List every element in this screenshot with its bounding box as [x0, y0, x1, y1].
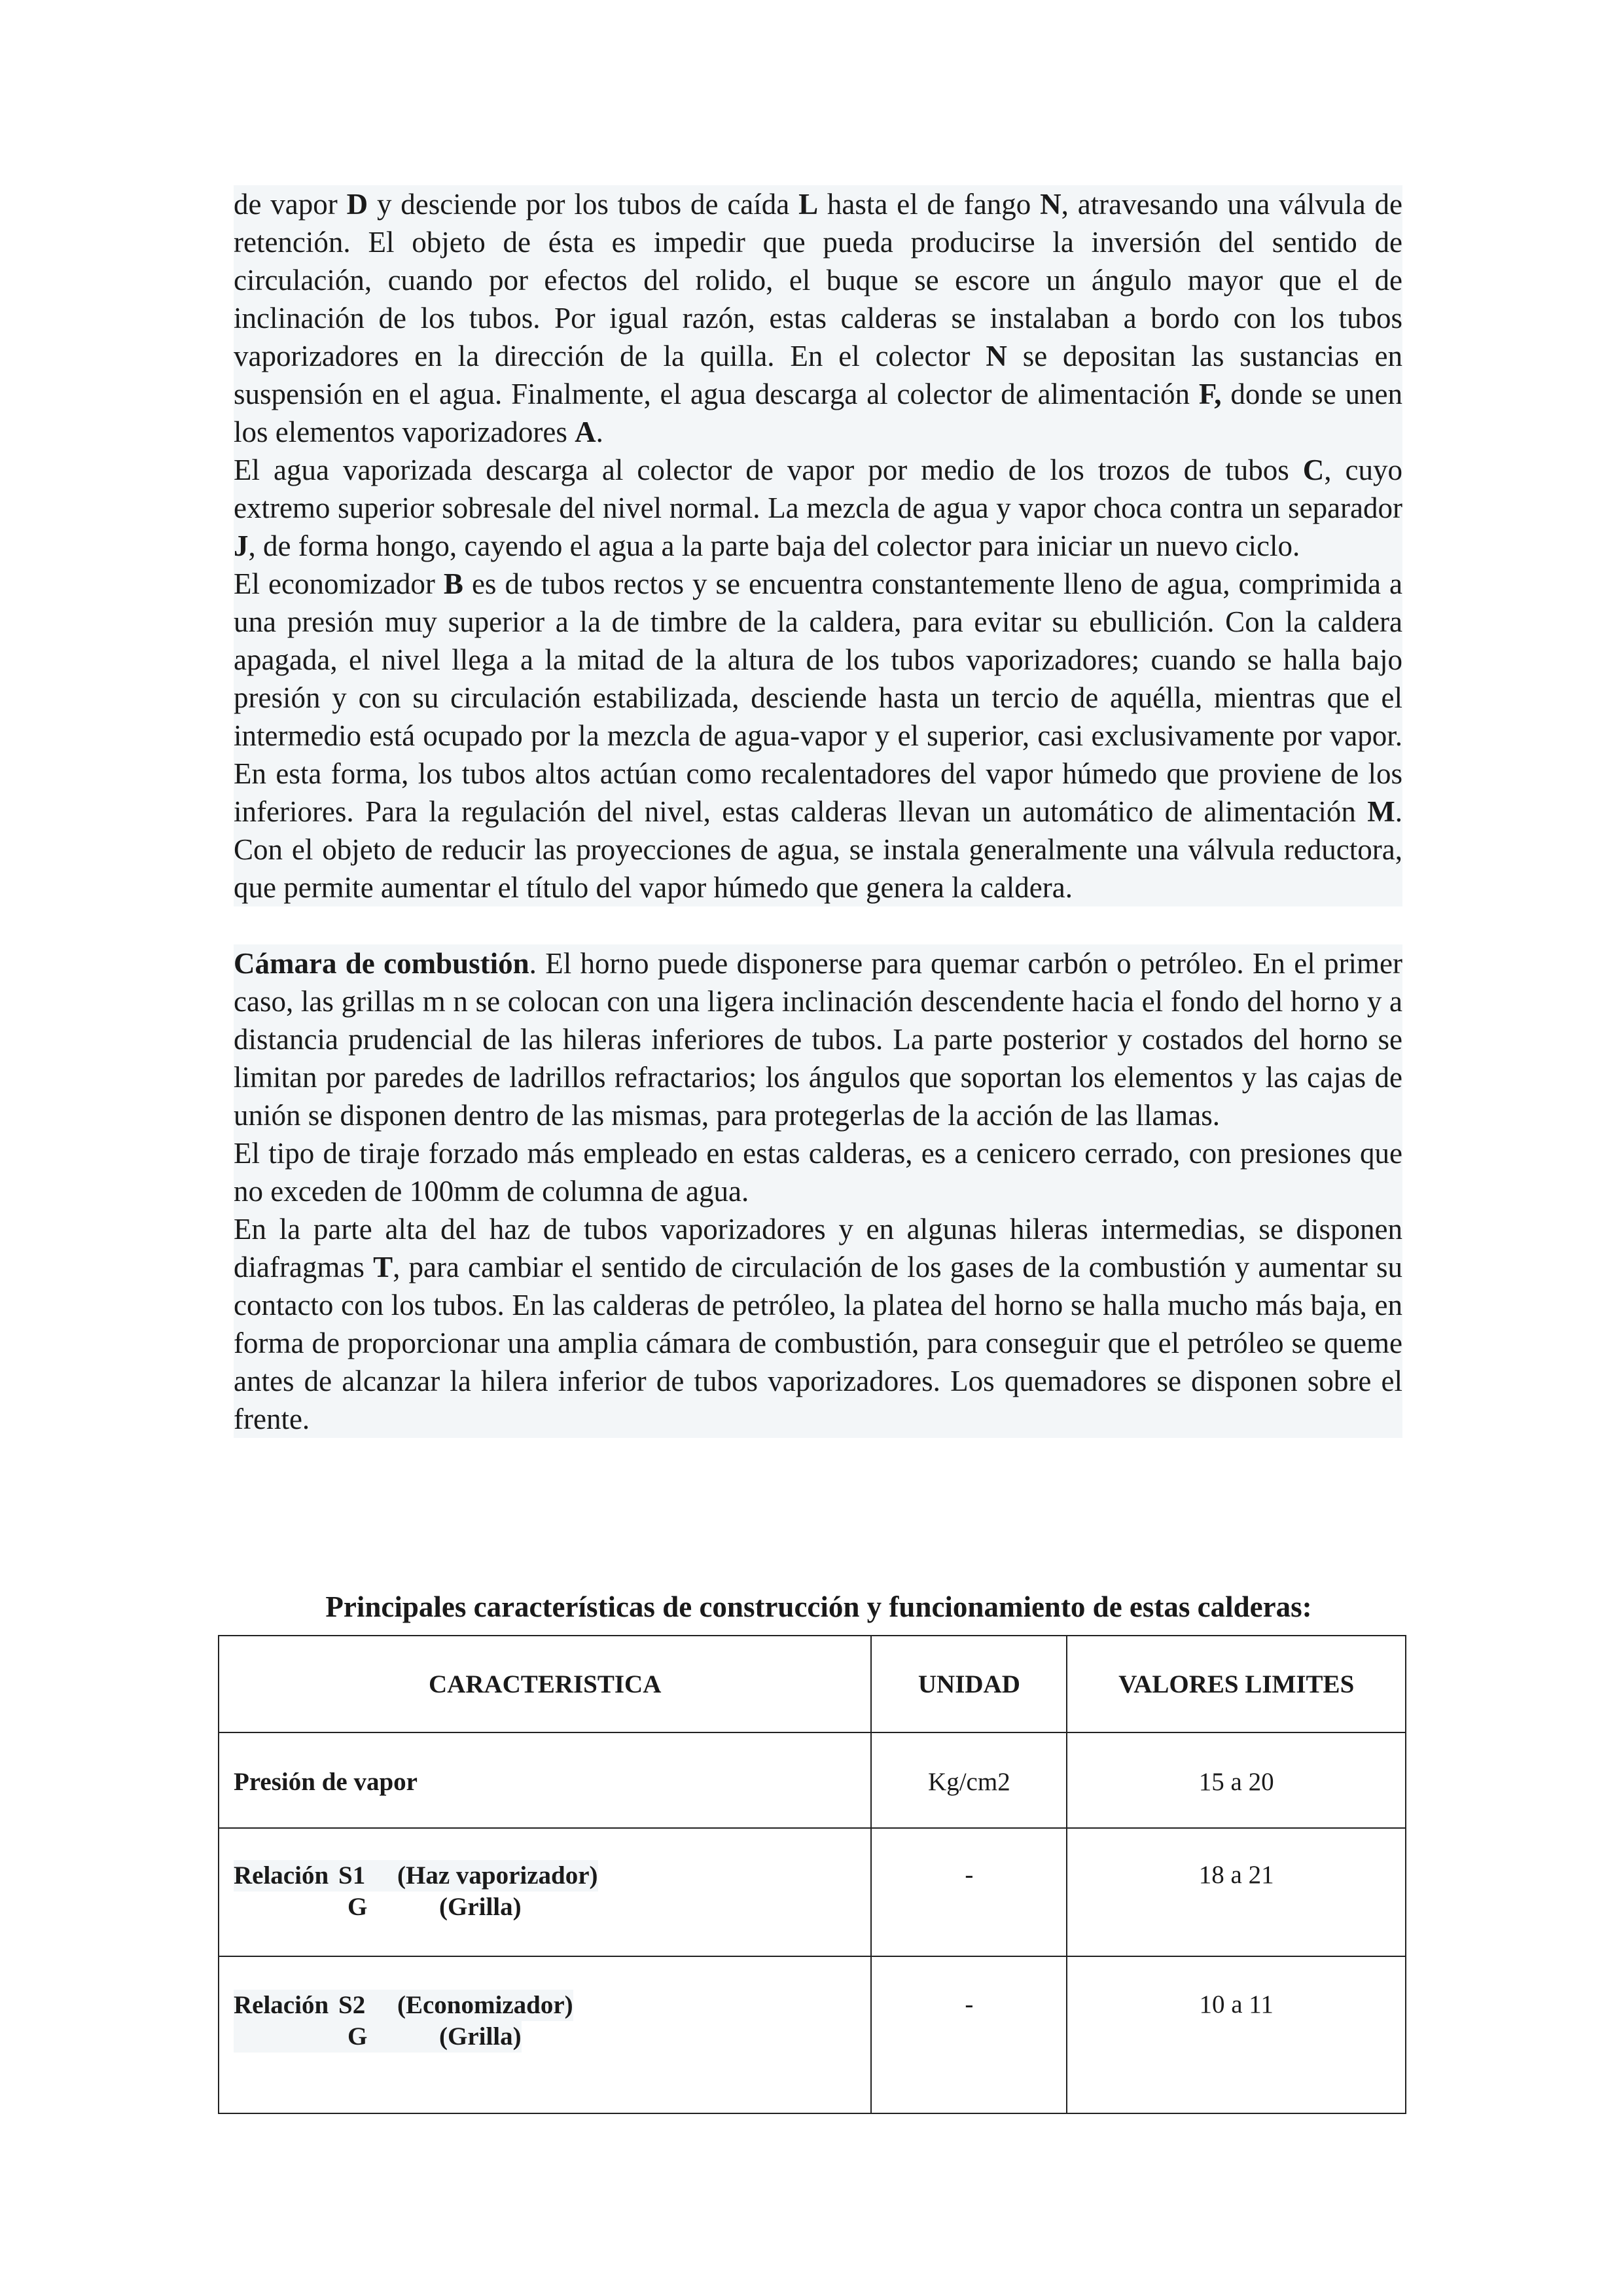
text-run: es de tubos rectos y se encuentra constantemente lleno de agua, comprimida a una presión muy superior a la de timbre de la caldera, para evitar su ebullición. Con la caldera apagada, el nivel llega a la mitad de la altura de los tubos vaporizadores; cuando se halla bajo presión y con su circulación estabilizada, desciende hasta un tercio de aquélla, mientras que el intermedio está ocupado por la mezcla de agua-vapor y el superior, casi exclusivamente por vapor. En esta forma, los tubos altos actúan como recalentadores del vapor húmedo que proviene de los inferiores. Para la regulación del nivel, estas calderas llevan un automático de alimentación — [234, 567, 1402, 828]
row-label-cell — [219, 1956, 871, 2113]
text-run: y desciende por los tubos de caída — [368, 188, 799, 221]
text-run: . — [596, 416, 603, 448]
relation-numerator-desc: (Economizador) — [397, 1991, 573, 2019]
row-limits: 10 a 11 — [1199, 1990, 1274, 2018]
row-label: Presión de vapor — [234, 1768, 418, 1796]
row-limits-cell — [1067, 1956, 1406, 2113]
bold-term: A — [575, 416, 596, 448]
row-label-cell — [219, 1828, 871, 1956]
bold-term: F, — [1198, 378, 1222, 410]
row-unit: - — [965, 1861, 974, 1889]
relation-label: Relación — [234, 1861, 329, 1890]
relation-numerator-desc: (Haz vaporizador) — [397, 1861, 598, 1890]
characteristics-table — [218, 1635, 1406, 2114]
row-limits-cell — [1067, 1828, 1406, 1956]
bold-term: D — [346, 188, 368, 221]
relation-denominator-desc: (Grilla) — [439, 1893, 522, 1921]
paragraph — [234, 1134, 1402, 1210]
bold-term: Cámara de combustión — [234, 947, 529, 980]
table-row — [219, 1828, 1406, 1956]
bold-term: N — [986, 340, 1007, 372]
text-run: . Con el objeto de reducir las proyecciones de agua, se instala generalmente una válvula reductora, que permite aumentar el título del vapor húmedo que genera la caldera. — [234, 795, 1402, 904]
text-run: En la parte alta del haz de tubos vaporizadores y en algunas hileras intermedias, se disponen diafragmas — [234, 1213, 1402, 1283]
header-characteristic: CARACTERISTICA — [219, 1636, 871, 1732]
text-run: , cuyo extremo superior sobresale del nivel normal. La mezcla de agua y vapor choca contra un separador — [234, 454, 1402, 524]
row-unit-cell — [871, 1956, 1067, 2113]
table-row — [219, 1732, 1406, 1828]
text-run: , de forma hongo, cayendo el agua a la parte baja del colector para iniciar un nuevo ciclo. — [248, 529, 1300, 562]
bold-term: J — [234, 529, 249, 562]
bold-term: C — [1302, 454, 1325, 486]
paragraph — [234, 185, 1402, 451]
row-limits-cell — [1067, 1732, 1406, 1828]
row-limits: 15 a 20 — [1198, 1768, 1274, 1796]
bold-term: B — [443, 567, 463, 600]
bold-term: N — [1040, 188, 1061, 221]
text-run: , para cambiar el sentido de circulación de los gases de la combustión y aumentar su contacto con los tubos. En las calderas de petróleo, la platea del horno se halla mucho más baja, en forma de proporcionar una amplia cámara de combustión, para conseguir que el petróleo se queme antes de alcanzar la hilera inferior de tubos vaporizadores. Los quemadores se disponen sobre el frente. — [234, 1251, 1402, 1435]
text-run: se depositan las sustancias en suspensión en el agua. Finalmente, el agua descarga al colector de alimentación — [234, 340, 1402, 410]
paragraph — [234, 451, 1402, 565]
table-row — [219, 1956, 1406, 2113]
text-run: El agua vaporizada descarga al colector de vapor por medio de los trozos de tubos — [234, 454, 1303, 486]
paragraph — [234, 565, 1402, 906]
text-run: El economizador — [234, 567, 444, 600]
row-unit-cell — [871, 1732, 1067, 1828]
bold-term: M — [1367, 795, 1395, 828]
text-run: , atravesando una válvula de retención. El objeto de ésta es impedir que pueda producirse la inversión del sentido de circulación, cuando por efectos del rolido, el buque se escore un ángulo mayor que el de inclinación de los tubos. Por igual razón, estas calderas se instalaban a bordo con los tubos vaporizadores en la dirección de la quilla. En el colector — [234, 188, 1402, 372]
document-body — [234, 185, 1402, 1438]
table-header-row — [219, 1636, 1406, 1732]
relation-denominator-symbol: G — [348, 2022, 368, 2051]
text-run: hasta el de fango — [818, 188, 1041, 221]
row-unit-cell — [871, 1828, 1067, 1956]
bold-term: L — [798, 188, 819, 221]
relation-numerator-symbol: S2 — [338, 1991, 366, 2019]
relation-numerator-symbol: S1 — [338, 1861, 366, 1890]
row-label-cell — [219, 1732, 871, 1828]
row-unit: Kg/cm2 — [928, 1768, 1010, 1796]
relation-denominator-desc: (Grilla) — [439, 2022, 522, 2051]
paragraph-gap — [234, 906, 1402, 944]
text-run: de vapor — [234, 188, 347, 221]
header-unit: UNIDAD — [871, 1636, 1067, 1732]
row-limits: 18 a 21 — [1198, 1861, 1274, 1889]
header-limits: VALORES LIMITES — [1067, 1636, 1406, 1732]
text-run: El tipo de tiraje forzado más empleado en estas calderas, es a cenicero cerrado, con presiones que no exceden de 100mm de columna de agua. — [234, 1137, 1402, 1208]
relation-denominator-symbol: G — [348, 1893, 368, 1921]
bold-term: T — [373, 1251, 393, 1283]
text-run: donde se unen los elementos vaporizadores — [234, 378, 1402, 448]
text-run: . El horno puede disponerse para quemar carbón o petróleo. En el primer caso, las grillas m n se colocan con una ligera inclinación descendente hacia el fondo del horno y a distancia prudencial de las hileras inferiores de tubos. La parte posterior y costados del horno se limitan por paredes de ladrillos refractarios; los ángulos que soportan los elementos y las cajas de unión se disponen dentro de las mismas, para protegerlas de la acción de las llamas. — [234, 947, 1402, 1132]
row-unit: - — [965, 1990, 974, 2018]
paragraph — [234, 944, 1402, 1134]
paragraph — [234, 1210, 1402, 1438]
relation-label: Relación — [234, 1991, 329, 2019]
table-title: Principales características de construcción y funcionamiento de estas calderas: — [325, 1590, 1312, 1623]
